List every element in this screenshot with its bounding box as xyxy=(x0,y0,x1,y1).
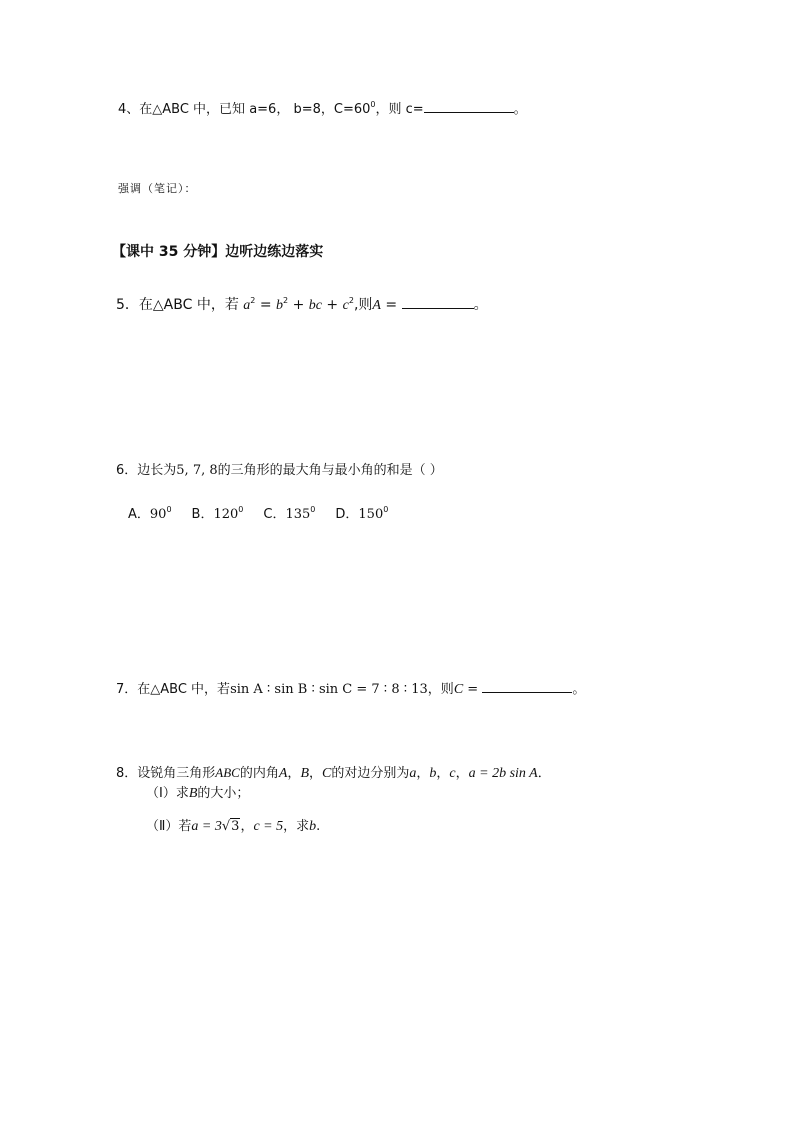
q4-answer-blank[interactable] xyxy=(424,100,514,113)
q8-c: c xyxy=(449,766,456,781)
q8-part2-c: c = 5 xyxy=(253,819,284,834)
q5-var-a: a xyxy=(243,298,251,313)
q8-A: A xyxy=(278,766,288,781)
q8-sep-5: ， xyxy=(455,766,469,781)
q5-suffix: 。 xyxy=(473,297,488,313)
q8-prefix: 8．设锐角三角形 xyxy=(116,766,216,781)
q7-prefix: 7．在△ABC 中，若 xyxy=(116,682,231,697)
q5-exp-c: 2 xyxy=(348,296,354,305)
q5-equal: = xyxy=(380,297,402,313)
q6-option-d-value: 150 xyxy=(358,507,384,522)
q4-prefix: 4、在△ABC 中，已知 a=6， b=8，C=60 xyxy=(118,102,371,117)
q8-part2-mid2: ，求 xyxy=(283,819,310,834)
section-title: 【课中 35 分钟】边听边练边落实 xyxy=(112,244,324,260)
q8-part2-a: a = 3 xyxy=(191,819,222,834)
q8-part1-tail: 的大小； xyxy=(197,786,250,801)
q8-part-2 xyxy=(146,818,320,836)
q8-b: b xyxy=(429,766,437,781)
q4-suffix: 。 xyxy=(513,102,527,117)
q8-C: C xyxy=(322,766,332,781)
q6-option-c-value: 135 xyxy=(285,507,311,522)
q6-option-c[interactable] xyxy=(263,507,315,522)
q8-part2-root: 3 xyxy=(231,819,240,834)
q6-option-a[interactable] xyxy=(128,507,172,522)
q8-sep-2: ， xyxy=(309,766,323,781)
q5-exp-b: 2 xyxy=(283,296,289,305)
q5-answer-blank[interactable] xyxy=(402,296,474,309)
q8-a: a xyxy=(409,766,417,781)
q6-option-d[interactable] xyxy=(335,507,388,522)
q6-option-d-deg: 0 xyxy=(383,505,389,514)
question-8 xyxy=(116,764,551,783)
q6-option-c-label: C． xyxy=(263,507,286,522)
question-6 xyxy=(116,462,443,480)
q8-text2: 的对边分别为 xyxy=(331,766,410,781)
q5-tail: ,则 xyxy=(353,297,373,313)
q6-option-b-value: 120 xyxy=(213,507,239,522)
question-4 xyxy=(118,100,527,119)
q8-condition: a = 2b sin A xyxy=(468,766,538,781)
q7-mid: ，则 xyxy=(427,682,454,697)
notes-label: 强调（笔记）： xyxy=(118,182,197,195)
q6-option-a-label: A． xyxy=(128,507,150,522)
q8-sep-4: ， xyxy=(436,766,450,781)
q8-sep-3: ， xyxy=(416,766,430,781)
question-5 xyxy=(116,296,488,315)
q5-plus1: + xyxy=(288,297,309,313)
q8-B: B xyxy=(300,766,309,781)
q5-prefix: 5．在△ABC 中，若 xyxy=(116,297,239,313)
q8-text1: 的内角 xyxy=(239,766,279,781)
q6-option-c-deg: 0 xyxy=(310,505,316,514)
q6-option-d-label: D． xyxy=(335,507,359,522)
q5-var-b: b xyxy=(276,298,284,313)
q8-end: ． xyxy=(537,766,551,781)
q7-var-C: C xyxy=(453,682,464,697)
question-7 xyxy=(116,680,585,699)
q4-mid: ，则 c= xyxy=(375,102,424,117)
q7-suffix: 。 xyxy=(572,682,586,697)
q8-part1-var: B xyxy=(188,786,198,801)
q8-sep-1: ， xyxy=(287,766,301,781)
q7-ratio: sin A ∶ sin B ∶ sin C = 7 ∶ 8 ∶ 13 xyxy=(230,682,428,697)
q6-option-a-value: 90 xyxy=(149,507,167,522)
q7-answer-blank[interactable] xyxy=(482,680,572,693)
q6-option-b[interactable] xyxy=(192,507,244,522)
q8-part-1 xyxy=(146,785,249,803)
q5-eq1: = xyxy=(255,297,277,313)
q8-part2-end: . xyxy=(316,819,321,834)
q6-option-a-deg: 0 xyxy=(166,505,172,514)
q5-exp-a: 2 xyxy=(250,296,256,305)
q8-part2-label: （Ⅱ）若 xyxy=(146,819,192,834)
q6-prefix: 6．边长为 xyxy=(116,463,177,478)
q5-plus2: + xyxy=(321,297,343,313)
q6-options xyxy=(128,506,388,524)
q4-degree: 0 xyxy=(370,100,376,109)
q6-sides: 5, 7, 8 xyxy=(176,463,218,478)
q7-equal: = xyxy=(463,682,483,697)
q6-suffix: 的三角形的最大角与最小角的和是（ ） xyxy=(217,463,443,478)
q5-var-c: c xyxy=(342,298,349,313)
q8-abc: ABC xyxy=(215,765,240,780)
q8-part1-label: （Ⅰ）求 xyxy=(146,786,189,801)
q6-option-b-label: B． xyxy=(191,507,214,522)
q8-part2-mid: ， xyxy=(240,819,254,834)
q8-part2-b: b xyxy=(309,819,317,834)
q5-var-A: A xyxy=(372,298,381,313)
q5-var-bc: bc xyxy=(308,298,322,313)
q6-option-b-deg: 0 xyxy=(238,505,244,514)
sqrt-icon: √ xyxy=(221,819,231,834)
